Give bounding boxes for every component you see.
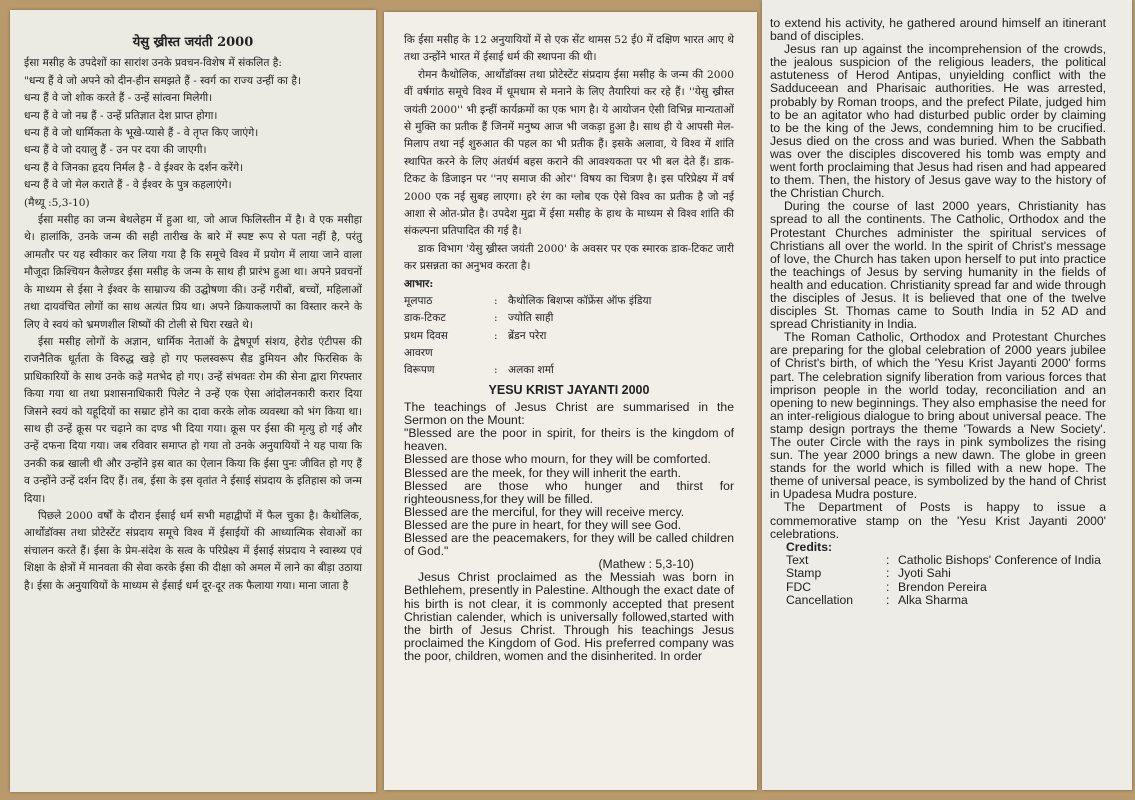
english-citation: (Mathew : 5,3-10) bbox=[598, 557, 694, 572]
hindi-paragraph: ईसा मसीह लोगों के अज्ञान, धार्मिक नेताओं के द्वेषपूर्ण संशय, हेरोड एंटीपस की राजनैतिक धूर्तता के विरुद्ध खड़े हो गए फलस्वरूप सैड डुमियन और फिरसिक के प्राधिकारियों के साथ उनके कड़े मतभेद हो गए। उन्हें संभवतः रोम की सेना द्वारा गिरफ्तार किया गया था तथा प्रशासनाधिकारी पिलेट ने उन्हें एक ऐसा आंदोलनकारी करार दिया जिसने स्वयं को यहूदियों का सम्राट होने का दावा करके लोक व्यवस्था को भंग किया था। साथ ही उन्हें क्रूस पर चढ़ाने का दण्ड भी दिया गया। क्रूस पर ईसा की मृत्यु हो गई और उन्हें दफना दिया गया। जब रविवार समाप्त हो गया तो उनके अनुयायियों ने यह पाया कि उनकी कब्र खाली थी और उन्होंने इस बात का ऐलान किया कि ईसा पुनः जीवित हो गए हैं व उन्होंने उन्हें दर्शन दिए हैं। तब, ईसा के इस वृतांत ने ईसाई संप्रदाय के इतिहास को जन्म दिया। bbox=[24, 335, 362, 505]
hindi-intro: ईसा मसीह के उपदेशों का सारांश उनके प्रवचन-विशेष में संकलित है: bbox=[24, 57, 282, 70]
credit-value bbox=[508, 345, 734, 362]
credit-value: ज्योति साही bbox=[508, 312, 554, 325]
credit-label: मूलपाठ bbox=[404, 295, 433, 308]
hindi-paragraph: पिछले 2000 वर्षों के दौरान ईसाई धर्म सभी महाद्वीपों में फैल चुका है। कैथोलिक, आर्थोडॉक्स तथा प्रोटेस्टेंट संप्रदाय समूचे विश्व में ईसाईयों की आध्यात्मिक सेवाओं का संचालन करते हैं। ईसा के प्रेम-संदेश के सत्व के परिप्रेक्ष्य में ईसाई संप्रदाय ने स्वास्थ्य एवं शिक्षा के क्षेत्रों में मानवता की सेवा करके ईसा की दीक्षा को अमल में लाने का बीड़ा उठाया है। ईसा के अनुयायियों के माध्यम से ईसाई धर्म दूर-दूर तक फैलाया गया। माना जाता है bbox=[24, 509, 362, 592]
hindi-verse: धन्य हैं वे जो शोक करते हैं - उन्हें सांत्वना मिलेगी। bbox=[24, 92, 213, 105]
english-verse: Blessed are the pure in heart, for they will see God. bbox=[404, 517, 682, 532]
hindi-column-left bbox=[24, 34, 362, 595]
leaflet-panel-middle bbox=[384, 12, 757, 790]
credits-title: Credits: bbox=[786, 539, 833, 554]
english-verse: Blessed are the merciful, for they will receive mercy. bbox=[404, 504, 685, 519]
leaflet-panel-left bbox=[10, 10, 376, 792]
english-verse: Blessed are the peacemakers, for they will be called children of God." bbox=[404, 531, 734, 559]
english-paragraph: Jesus ran up against the incomprehension of the crowds, the jealous suspicion of the religious leaders, the political astuteness of Herod Antipas, unyielding conflict with the Sadduceean and Pharisaic authorities. He was arrested, probably by Roman troops, and the prefect Pilate, judged him to be an agitator who had disturbed public order by claiming to be the king of the Jews, condemning him to be crucified. Jesus died on the cross and was buried. When the Sabbath was over the disciples discovered his tomb was empty and went forth proclaiming that Jesus had risen and had appeared to them. Then, the history of Jesus gave way to the history of the Christian Church. bbox=[770, 42, 1106, 201]
hindi-verse: धन्य हैं वे जो दयालु हैं - उन पर दया की जाएगी। bbox=[24, 144, 207, 157]
credit-sep: : bbox=[886, 579, 890, 594]
hindi-citation: (मैथ्यू :5,3-10) bbox=[24, 196, 90, 209]
english-title: YESU KRIST JAYANTI 2000 bbox=[488, 383, 650, 398]
credit-label: विरूपण bbox=[404, 363, 435, 376]
credit-value: कैथोलिक बिशप्स कॉफ्रेंस ऑफ इंडिया bbox=[508, 295, 652, 308]
hindi-verse: धन्य हैं वे जो नम्र हैं - उन्हें प्रतिज्ञात देश प्राप्त होगा। bbox=[24, 109, 218, 122]
hindi-verse: "धन्य हैं वे जो अपने को दीन-हीन समझते हैं - स्वर्ग का राज्य उन्हीं का है। bbox=[24, 74, 301, 87]
hindi-verse: धन्य हैं वे जिनका हृदय निर्मल है - वे ईश्वर के दर्शन करेंगे। bbox=[24, 161, 244, 174]
middle-column bbox=[404, 32, 734, 663]
english-intro: The teachings of Jesus Christ are summarised in the Sermon on the Mount: bbox=[404, 400, 734, 428]
english-paragraph: During the course of last 2000 years, Christianity has spread to all the continents. The Catholic, Orthodox and the Protestant Churches administer the spiritual services of Christians all over the world. In the spirit of Christ's message of love, the Church has taken upon herself to put into practice the teachings of Jesus by serving humanity in the fields of health and education. Christianity spread far and wide through the disciples of Jesus. It is believed that one of the twelve disciples St. Thomas came to South India in 52 AD and spread Christianity in India. bbox=[770, 199, 1106, 332]
credit-label: डाक-टिकट bbox=[404, 312, 446, 325]
english-paragraph: to extend his activity, he gathered around himself an itinerant band of disciples. bbox=[770, 16, 1106, 44]
credit-value: ब्रेंडन परेरा bbox=[508, 329, 547, 342]
hindi-paragraph: ईसा मसीह का जन्म बेथलेहम में हुआ था, जो आज फिलिस्तीन में है। वे एक मसीहा थे। हालांकि, उनके जन्म की सही तारीख के बारे में स्पष्ट रूप से पता नहीं है, परंतु आमतौर पर यह स्वीकार कर लिया गया है कि समूचे विश्व में प्रयोग में लाया जाने वाला मौजूदा क्रिश्चियन कैलेण्डर ईसा मसीह के जन्म के साथ ही प्रारंभ हुआ था। अपने प्रवचनों के माध्यम से ईसा ने ईश्वर के साम्राज्य की उद्घोषणा की। उन्हें गरीबों, बच्चों, महिलाओं तथा दायवंचित लोगों का साथ अत्यंत प्रिय था। अपने क्रियाकलापों का विस्तार करने के लिए वे स्वयं को भ्रमणशील शिष्यों की टोली से घिरा रखते थे। bbox=[24, 214, 362, 331]
leaflet-panel-right bbox=[762, 0, 1132, 790]
credit-sep: : bbox=[886, 552, 890, 567]
credit-value: Alka Sharma bbox=[898, 593, 968, 608]
credit-sep: : bbox=[494, 295, 498, 308]
credit-value: अलका शर्मा bbox=[508, 363, 554, 376]
english-paragraph: The Department of Posts is happy to issue a commemorative stamp on the 'Yesu Krist Jayanti 2000' celebrations. bbox=[770, 500, 1106, 541]
hindi-verse: धन्य हैं वे जो मेल कराते हैं - वे ईश्वर के पुत्र कहलाएंगे। bbox=[24, 179, 232, 192]
credits-list bbox=[770, 554, 1106, 608]
english-verse: Blessed are those who hunger and thirst for righteousness,for they will be filled. bbox=[404, 478, 734, 506]
credit-sep: : bbox=[886, 566, 890, 581]
english-paragraph: The Roman Catholic, Orthodox and Protestant Churches are preparing for the global celebration of 2000 years jubilee of Christ's birth, of which the 'Yesu Krist Jayanti 2000' forms part. The celebration signify liberation from various forces that imprison people in the world today, reconciliation and an opening to new beginnings. They also emphasise the need for an inter-religious dialogue to bring about universal peace. The stamp design portrays the theme 'Towards a New Society'. The outer Circle with the rays in pink symbolizes the rising sun. The year 2000 brings a new dawn. The globe in green stands for the world which is filled with a new hope. The theme of universal peace, is symbolized by the hand of Christ in Upadesa Mudra posture. bbox=[770, 330, 1106, 502]
hindi-paragraph: डाक विभाग 'येसु ख्रीस्त जयंती 2000' के अवसर पर एक स्मारक डाक-टिकट जारी कर प्रसन्नता का अनुभव करता है। bbox=[404, 242, 734, 273]
credit-label: FDC bbox=[786, 579, 812, 594]
credit-value: Jyoti Sahi bbox=[898, 566, 951, 581]
hindi-credits bbox=[404, 293, 734, 379]
english-verse: Blessed are the meek, for they will inherit the earth. bbox=[404, 465, 682, 480]
english-paragraph: Jesus Christ proclaimed as the Messiah was born in Bethlehem, presently in Palestine. Although the exact date of his birth is not clear, it is commonly accepted that present Christian calender, which is universally followed,started with the birth of Jesus Christ. Through his teachings Jesus proclaimed the Kingdom of God. His preferred company was the poor, children, women and the disinherited. In order bbox=[404, 570, 734, 663]
english-column-right bbox=[770, 17, 1106, 608]
credit-sep bbox=[494, 345, 508, 362]
credit-value: Catholic Bishops' Conference of India bbox=[898, 552, 1101, 567]
credit-sep: : bbox=[494, 312, 498, 325]
hindi-paragraph: कि ईसा मसीह के 12 अनुयायियों में से एक सेंट थामस 52 ई0 में दक्षिण भारत आए थे तथा उन्होंने भारत में ईसाई धर्म की स्थापना की थी। bbox=[404, 34, 734, 64]
credit-sep: : bbox=[494, 329, 498, 342]
english-verse: Blessed are those who mourn, for they will be comforted. bbox=[404, 452, 711, 467]
hindi-title: येसु ख्रीस्त जयंती 2000 bbox=[132, 35, 254, 50]
hindi-credits-title: आभार: bbox=[404, 277, 434, 290]
credit-label: प्रथम दिवस bbox=[404, 329, 448, 342]
credit-value: Brendon Pereira bbox=[898, 579, 987, 594]
english-verse: "Blessed are the poor in spirit, for theirs is the kingdom of heaven. bbox=[404, 426, 734, 454]
credit-sep: : bbox=[886, 593, 890, 608]
credit-sep: : bbox=[494, 363, 498, 376]
hindi-verse: धन्य हैं वे जो धार्मिकता के भूखे-प्यासे हैं - वे तृप्त किए जाएंगे। bbox=[24, 127, 259, 140]
credit-label: Text bbox=[786, 552, 809, 567]
credit-label: Cancellation bbox=[786, 593, 854, 608]
hindi-paragraph: रोमन कैथोलिक, आर्थोडॉक्स तथा प्रोटेस्टेंट संप्रदाय ईसा मसीह के जन्म की 2000 वीं वर्षगांठ समूचे विश्व में धूमधाम से मनाने के लिए तैयारियां कर रहे हैं। ''येसु ख्रीस्त जयंती 2000'' भी इन्हीं कार्यक्रमों का एक भाग है। ये आयोजन ऐसी विभिन्न मान्यताओं से मुक्ति का प्रतीक हैं जिनमें मनुष्य आज भी जकड़ा हुआ है। साथ ही ये आपसी मेल-मिलाप तथा नई शुरुआत की पहल का भी प्रतीक हैं। इसके अलावा, ये विश्व में शांति स्थापित करने के लिए अंतर्धर्म बहस कराने की आवश्यकता पर भी बल देते हैं। डाक-टिकट के डिजाइन पर ''नए समाज की ओर'' विषय का चित्रण है। इस परिप्रेक्ष्य में वर्ष 2000 एक नई सुबह लाएगा। हरे रंग का ग्लोब एक ऐसे विश्व का प्रतीक है जो नई आशा से ओत-प्रोत है। उपदेश मुद्रा में ईसा मसीह के हाथ के माध्यम से विश्व शांति की संकल्पना प्रतिपादित की गई है। bbox=[404, 68, 734, 238]
credit-label: आवरण bbox=[404, 346, 433, 359]
credit-label: Stamp bbox=[786, 566, 822, 581]
